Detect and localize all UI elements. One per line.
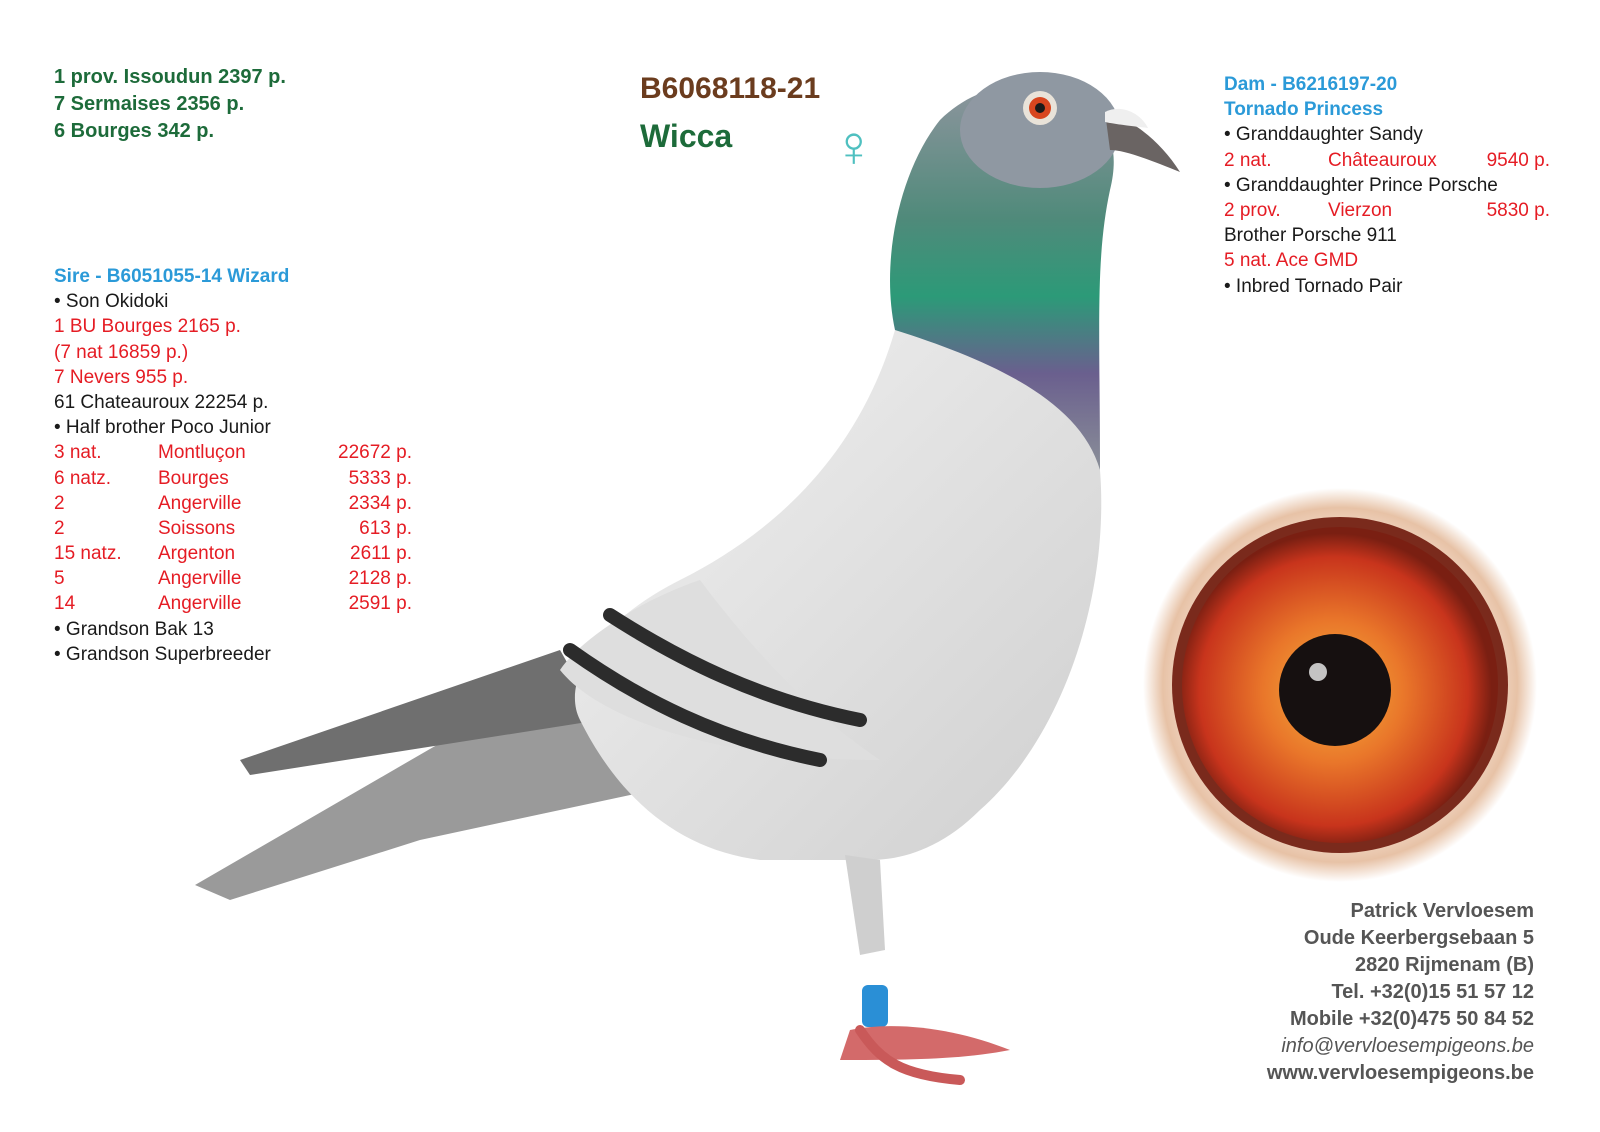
sire-line: 1 BU Bourges 2165 p. (54, 316, 241, 338)
dam-result-row (1224, 148, 1554, 173)
result-line: 7 Sermaises 2356 p. (54, 93, 245, 115)
race: Angerville (158, 568, 242, 590)
results-summary (54, 64, 286, 145)
pigeon-name: Wicca (640, 118, 733, 154)
birds: 2611 p. (350, 543, 412, 565)
rank: 15 natz. (54, 543, 122, 565)
rank: 3 nat. (54, 442, 102, 464)
rank: 5 (54, 568, 65, 590)
rank: 6 natz. (54, 467, 112, 489)
dam-line: 5 nat. Ace GMD (1224, 250, 1359, 272)
race: Châteauroux (1328, 149, 1437, 171)
birds: 9540 p. (1486, 149, 1550, 171)
sire-line: (7 nat 16859 p.) (54, 341, 189, 363)
sire-line: • Half brother Poco Junior (54, 417, 271, 439)
dam-name: Tornado Princess (1224, 99, 1384, 121)
dam-result-row (1224, 198, 1554, 223)
race: Bourges (158, 467, 229, 489)
mobile: Mobile +32(0)475 50 84 52 (1289, 1008, 1534, 1030)
sire-result-row (54, 566, 414, 591)
sire-result-row (54, 591, 414, 616)
dam-header: Dam - B6216197-20 (1224, 74, 1398, 95)
female-symbol-icon: ♀ (832, 114, 876, 179)
rank: 2 nat. (1224, 149, 1272, 171)
sire-pedigree (54, 264, 414, 667)
street-address: Oude Keerbergsebaan 5 (1303, 927, 1534, 949)
email-link[interactable]: info@vervloesempigeons.be (1281, 1035, 1534, 1057)
birds: 2128 p. (348, 568, 412, 590)
rank: 2 (54, 517, 65, 539)
rank: 14 (54, 593, 76, 615)
sire-result-row (54, 541, 414, 566)
sire-line: 7 Nevers 955 p. (54, 366, 189, 388)
sire-line: • Grandson Superbreeder (54, 643, 271, 665)
sire-result-row (54, 440, 414, 465)
race: Angerville (158, 593, 242, 615)
dam-line: • Inbred Tornado Pair (1224, 275, 1403, 297)
dam-pedigree (1224, 72, 1554, 299)
sire-line: • Son Okidoki (54, 291, 169, 313)
race: Montluçon (158, 442, 246, 464)
race: Vierzon (1328, 199, 1393, 221)
birds: 22672 p. (338, 442, 412, 464)
birds: 613 p. (359, 517, 412, 539)
sire-result-row (54, 516, 414, 541)
rank: 2 (54, 492, 65, 514)
sire-line: • Grandson Bak 13 (54, 618, 214, 640)
race: Argenton (158, 543, 236, 565)
birds: 5830 p. (1486, 199, 1550, 221)
dam-line: Brother Porsche 911 (1224, 225, 1397, 247)
city: 2820 Rijmenam (B) (1355, 954, 1534, 976)
race: Angerville (158, 492, 242, 514)
breeder-name: Patrick Vervloesem (1350, 900, 1534, 922)
contact-info (1267, 898, 1534, 1087)
ring-number: B6068118-21 (640, 72, 821, 105)
dam-line: • Granddaughter Prince Porsche (1224, 174, 1498, 196)
rank: 2 prov. (1224, 199, 1281, 221)
birds: 2591 p. (348, 593, 412, 615)
birds: 2334 p. (348, 492, 412, 514)
website-link[interactable]: www.vervloesempigeons.be (1266, 1062, 1534, 1084)
sire-header: Sire - B6051055-14 Wizard (54, 266, 290, 287)
sire-result-row (54, 466, 414, 491)
race: Soissons (158, 517, 236, 539)
result-line: 6 Bourges 342 p. (54, 120, 215, 142)
telephone: Tel. +32(0)15 51 57 12 (1331, 981, 1534, 1003)
birds: 5333 p. (348, 467, 412, 489)
sire-line: 61 Chateauroux 22254 p. (54, 391, 269, 413)
dam-line: • Granddaughter Sandy (1224, 124, 1423, 146)
result-line: 1 prov. Issoudun 2397 p. (54, 66, 286, 88)
sire-result-row (54, 491, 414, 516)
